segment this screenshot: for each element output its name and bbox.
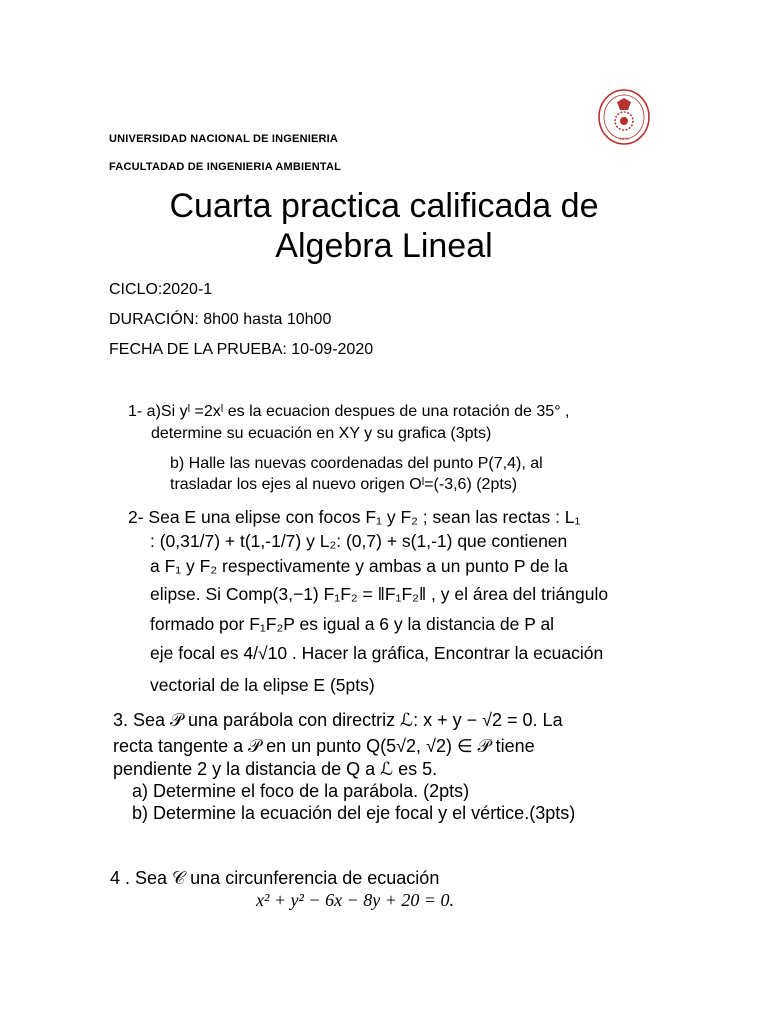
q3-line3: pendiente 2 y la distancia de Q a ℒ es 5. [113, 759, 438, 779]
q2-line4: elipse. Si Comp(3,−1) F₁F₂ = ‖F₁F₂‖ , y el área del triángulo [150, 584, 609, 604]
q3-b: b) Determine la ecuación del eje focal y el vértice.(3pts) [132, 803, 576, 823]
q2-line5: formado por F₁F₂P es igual a 6 y la distancia de P al [150, 614, 555, 634]
q1-line2: determine su ecuación en XY y su grafica (3pts) [151, 425, 492, 442]
q4-equation: x² + y² − 6x − 8y + 20 = 0. [256, 890, 454, 910]
q2-line7: vectorial de la elipse E (5pts) [150, 675, 375, 695]
duracion: DURACIÓN: 8h00 hasta 10h00 [109, 311, 332, 328]
ciclo: CICLO:2020-1 [109, 281, 213, 298]
q1-line1: 1- a)Si yˡ =2xˡ es la ecuacion despues de una rotación de 35° , [128, 403, 570, 420]
q2-line2: : (0,31/7) + t(1,-1/7) y L₂: (0,7) + s(1,-1) que contienen [150, 531, 568, 551]
q3-line2: recta tangente a 𝒫 en un punto Q(5√2, √2) ∈ 𝒫 tiene [113, 736, 535, 756]
page-title-line1: Cuarta practica calificada de [169, 187, 599, 225]
svg-text:1876: 1876 [619, 136, 629, 141]
page-title-line2: Algebra Lineal [275, 227, 493, 265]
university-name: UNIVERSIDAD NACIONAL DE INGENIERIA [109, 133, 339, 145]
q1b-line1: b) Halle las nuevas coordenadas del punto P(7,4), al [170, 455, 543, 472]
q1b-line2: trasladar los ejes al nuevo origen Oˡ=(-3,6) (2pts) [170, 476, 518, 493]
q3-a: a) Determine el foco de la parábola. (2pts) [132, 781, 470, 801]
q4-line1: 4 . Sea 𝒞 una circunferencia de ecuación [110, 868, 440, 888]
q2-line6: eje focal es 4/√10 . Hacer la gráfica, Encontrar la ecuación [150, 643, 604, 663]
faculty-name: FACULTADAD DE INGENIERIA AMBIENTAL [109, 161, 342, 173]
q2-line3: a F₁ y F₂ respectivamente y ambas a un punto P de la [150, 556, 569, 576]
q2-line1: 2- Sea E una elipse con focos F₁ y F₂ ; sean las rectas : L₁ [128, 507, 581, 527]
q3-line1: 3. Sea 𝒫 una parábola con directriz ℒ: x + y − √2 = 0. La [113, 710, 563, 730]
fecha: FECHA DE LA PRUEBA: 10-09-2020 [109, 341, 374, 358]
university-seal-logo [597, 88, 651, 146]
